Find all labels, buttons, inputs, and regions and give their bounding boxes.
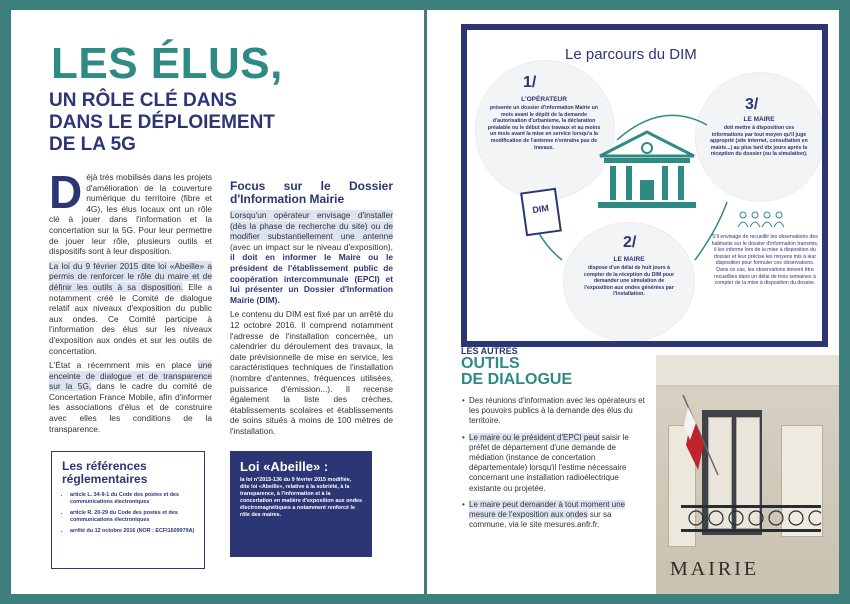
outil-reunions: Des réunions d'information avec les opérateurs et les pouvoirs publics à la demande des élus du territoire. [469, 396, 645, 426]
reference-item: • arrêté du 12 octobre 2016 (NOR : ECFI1609979A) [70, 528, 196, 535]
outils-heading-line-2: OUTILS [461, 355, 520, 372]
step-3-text: doit mettre à disposition ces informations par tout moyen qu'il juge approprié (site internet, consultation en mairie...) au plus tard dix jours après la réception du dossier (ou la simulation). [710, 125, 808, 158]
dim-diagram [467, 30, 822, 341]
french-flag-icon [678, 395, 738, 485]
loi-abeille-heading: Loi «Abeille» : [240, 459, 329, 474]
step-1-title: L'OPÉRATEUR [521, 96, 567, 103]
dim-document-icon [520, 188, 562, 237]
outils-heading [461, 346, 572, 388]
enceinte-highlight: une enceinte de dialogue et de transparence sur la 5G, [49, 360, 212, 392]
town-hall-icon [592, 128, 702, 214]
mairie-sign: MAIRIE [670, 558, 760, 580]
left-page [11, 10, 424, 594]
dim-diagram-frame [461, 24, 828, 347]
title-line-4: DE LA 5G [49, 134, 136, 155]
references-heading: Les références réglementaires [62, 459, 148, 486]
reference-item: • article L. 34-9-1 du Code des postes et des communications électroniques [70, 492, 196, 506]
intro-column [49, 166, 213, 438]
step-1-text: présente un dossier d'information Mairie un mois avant le dépôt de la demande d'autorisation d'urbanisme, la déclaration préalable ou le début des travaux et au moins un mois avant la mise en service lorsqu'a la modification de l'antenne n'entraîne pas de travaux. [487, 105, 601, 151]
step-3-title: LE MAIRE [743, 116, 775, 123]
loi-abeille-highlight: La loi du 9 février 2015 dite loi «Abeille» a permis de renforcer le rôle du maire et de définir les outils à sa disposition. [49, 260, 212, 292]
outil-item [462, 433, 647, 494]
title-line-1: LES ÉLUS, [51, 39, 283, 88]
outil-mediation-highlight: Le maire ou le président d'EPCI peut [469, 432, 600, 442]
step-3-note: S'il envisage de recueillir les observations des habitants sur le dossier d'information transmis, il les informe lors de la mise à disposition du dossier et leur précise les moyens mis à leur disposition pour formuler ces observations. Dans ce cas, les observations doivent être recueillies dans un délai de trois semaines à compter de la mise à disposition du dossier. [711, 234, 819, 287]
right-page [427, 10, 839, 594]
balcony-railing [681, 505, 821, 535]
references-box [51, 451, 205, 569]
title-line-3: DANS LE DÉPLOIEMENT [49, 112, 275, 133]
dim-focus-heading: Focus sur le Dossier d'Information Mairie [230, 179, 393, 206]
step-2-text: dispose d'un délai de huit jours à compter de la réception du DIM pour demander une simulation de l'exposition aux ondes générées par l'installation. [583, 265, 675, 298]
operateur-highlight: Lorsqu'un opérateur envisage d'installer (dès la phase de recherche du site) ou de modifier substantiellement une antenne [230, 210, 393, 242]
step-3-number: 3/ [745, 96, 759, 113]
step-2-title: LE MAIRE [613, 256, 645, 263]
drop-cap: D [49, 166, 83, 218]
etat-text-a: L'État a récemment mis en place [49, 360, 199, 371]
outil-item [462, 396, 647, 427]
outil-item [462, 500, 647, 531]
operateur-text: (avec un impact sur le niveau d'exposition), [230, 241, 393, 252]
operateur-obligation: il doit en informer le Maire ou le président de l'établissement public de coopération intercommunale (EPCI) et lui présenter un Dossier d'Information Mairie (DIM). [230, 252, 393, 305]
outil-mediation: saisir le préfet de département d'une demande de médiation (instance de concertation départementale) lorsqu'il l'estime nécessaire concernant une installation radioélectrique existante ou projetée. [469, 432, 629, 493]
loi-abeille-text: la loi n°2015-136 du 9 février 2015 modifiée, dite loi «Abeille», relative à la sobriété, à la transparence, à l'information et à la concertation en matière d'exposition aux ondes électromagnétiques a notamment renforcé le rôle des maires. [240, 477, 363, 518]
outils-list [462, 396, 647, 536]
step-2-number: 2/ [623, 234, 637, 251]
mairie-photo [656, 355, 839, 594]
outils-heading-line-1: LES AUTRES [461, 346, 518, 356]
etat-text-b: dans le cadre du comité de Concertation France Mobile, afin d'informer les associations d'élus et de construire avec elles les conditions de la transparence. [49, 381, 213, 434]
step-1-number: 1/ [523, 74, 537, 91]
references-list [62, 492, 196, 535]
dim-content-paragraph: Le contenu du DIM est fixé par un arrêté du 12 octobre 2016. Il comprend notamment l'adresse de l'installation concernée, un calendrier du déroulement des travaux, la date prévisionnelle de mise en service, les caractéristiques techniques de l'installation (nombre d'antennes, fréquences utilisées, puissance d'émission...). Il recense également la liste des crèches, établissements scolaires et établissements de soins situés à moins de 100 mètres de l'installation. [230, 309, 393, 436]
intro-paragraph: éjà très mobilisés dans les projets d'amélioration de la couverture numérique du territoire (fibre et 4G), les élus locaux ont un rôle clé à jouer dans l'information et la concertation sur la 5G. Pour leur permettre de jouer leur rôle, plusieurs outils et dispositifs sont à leur disposition. [49, 172, 212, 257]
outil-mesure: sur sa commune, via le site mesures.anfr.fr. [469, 510, 612, 530]
title-line-2: UN RÔLE CLÉ DANS [49, 90, 237, 111]
dim-focus-column [230, 180, 393, 440]
reference-item: • article R. 20-29 du Code des postes et des communications électroniques [70, 510, 196, 524]
outils-heading-line-3: DE DIALOGUE [461, 371, 573, 388]
dim-diagram-title: Le parcours du DIM [565, 46, 697, 63]
residents-icon [733, 210, 793, 230]
loi-abeille-box [230, 451, 372, 557]
comite-paragraph: Elle a notamment créé le Comité de dialogue relatif aux niveaux d'exposition du public aux ondes. Ce Comité participe à l'information des élus sur les niveaux d'exposition aux ondes et sur les outils de concertation. [49, 281, 213, 356]
dim-document-label: DIM [531, 202, 550, 216]
outil-mesure-highlight: Le maire peut demander à tout moment une mesure de l'exposition aux ondes [469, 499, 626, 520]
